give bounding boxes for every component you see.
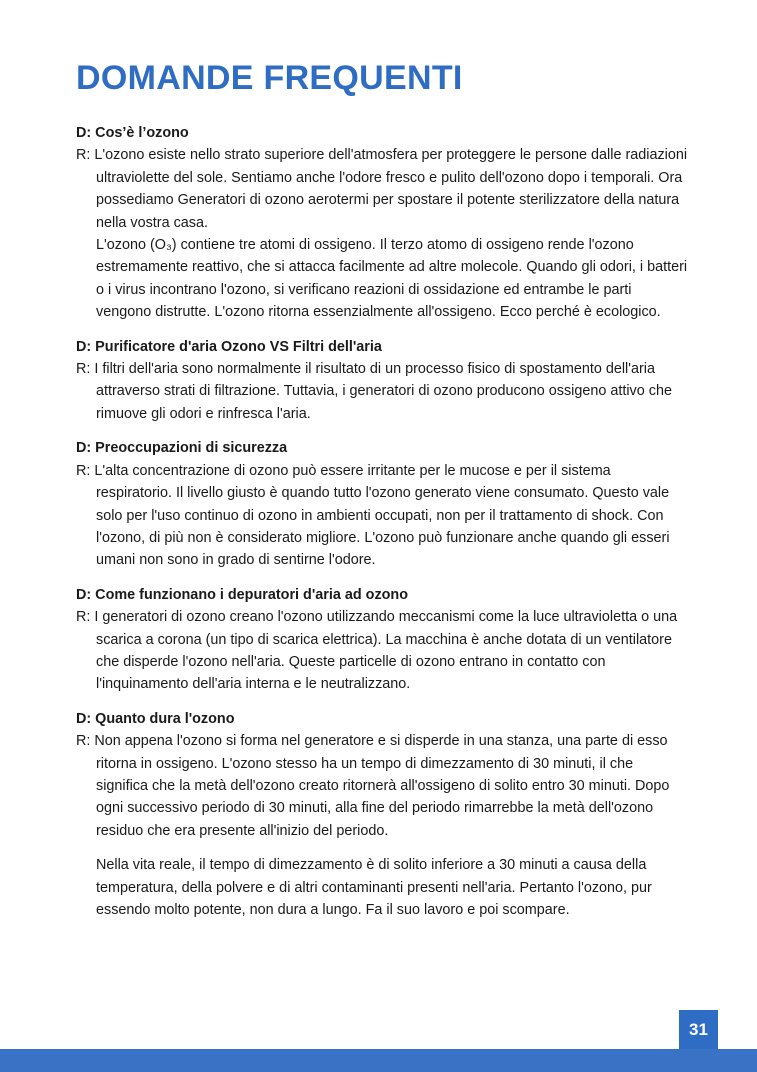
faq-item [76, 437, 688, 571]
faq-question: D: Come funzionano i depuratori d'aria ad ozono [76, 586, 409, 603]
faq-answer-continued: Nella vita reale, il tempo di dimezzamento è di solito inferiore a 30 minuti a causa della temperatura, della polvere e di altri contaminanti presenti nell'aria. Pertanto l'ozono, pur essendo molto potente, non dura a lungo. Fa il suo lavoro e poi scompare. [96, 857, 652, 918]
faq-question: D: Cos’è l’ozono [76, 125, 189, 141]
faq-answer: R: L'alta concentrazione di ozono può essere irritante per le mucose e per il sistema respiratorio. Il livello giusto è quando tutto l'ozono generato viene consumato. Questo vale solo per l'uso continuo di ozono in ambienti occupati, non per il trattamento di shock. Con l'ozono, di più non è considerato migliore. L'ozono può funzionare anche quando gli esseri umani non sono in grado di sentirne l'odore. [76, 462, 670, 569]
faq-question: D: Quanto dura l'ozono [76, 710, 235, 727]
faq-list [76, 122, 688, 933]
faq-item [76, 122, 688, 324]
faq-item [76, 336, 688, 426]
page-title: DOMANDE FREQUENTI [76, 59, 463, 97]
faq-question: D: Preoccupazioni di sicurezza [76, 440, 288, 457]
faq-item [76, 708, 688, 922]
faq-item [76, 584, 688, 696]
footer-bar [0, 1049, 757, 1072]
faq-answer-continued: L'ozono (O₃) contiene tre atomi di ossigeno. Il terzo atomo di ossigeno rende l'ozono estremamente reattivo, che si attacca facilmente ad altre molecole. Quando gli odori, i batteri o i virus incontrano l'ozono, si verificano reazioni di ossidazione ed entrambe le parti vengono distrutte. L'ozono ritorna essenzialmente all'ossigeno. Ecco perché è ecologico. [96, 237, 688, 321]
faq-answer: R: L'ozono esiste nello strato superiore dell'atmosfera per proteggere le persone dalle radiazioni ultraviolette del sole. Sentiamo anche l'odore fresco e pulito dell'ozono dopo i temporali. Ora possediamo Generatori di ozono aerotermi per spostare il potente sterilizzatore della natura nella vostra casa. [76, 147, 688, 231]
faq-question: D: Purificatore d'aria Ozono VS Filtri dell'aria [76, 338, 382, 355]
faq-answer: R: I filtri dell'aria sono normalmente il risultato di un processo fisico di spostamento dell'aria attraverso strati di filtrazione. Tuttavia, i generatori di ozono producono ossigeno attivo che rimuove gli odori e rinfresca l'aria. [76, 361, 672, 422]
page-number: 31 [679, 1010, 718, 1049]
faq-answer: R: I generatori di ozono creano l'ozono utilizzando meccanismi come la luce ultravioletta o una scarica a corona (un tipo di scarica elettrica). La macchina è anche dotata di un ventilatore che disperde l'ozono nell'aria. Queste particelle di ozono entrano in contatto con l'inquinamento dell'aria interna e le neutralizzano. [76, 609, 678, 693]
faq-answer: R: Non appena l'ozono si forma nel generatore e si disperde in una stanza, una parte di esso ritorna in ossigeno. L'ozono stesso ha un tempo di dimezzamento di 30 minuti, il che significa che la metà dell'ozono creato ritornerà all'ossigeno di solito entro 30 minuti. Dopo ogni successivo periodo di 30 minuti, alla fine del periodo rimarrebbe la metà dell'ozono residuo che era presente all'inizio del periodo. [76, 733, 670, 839]
